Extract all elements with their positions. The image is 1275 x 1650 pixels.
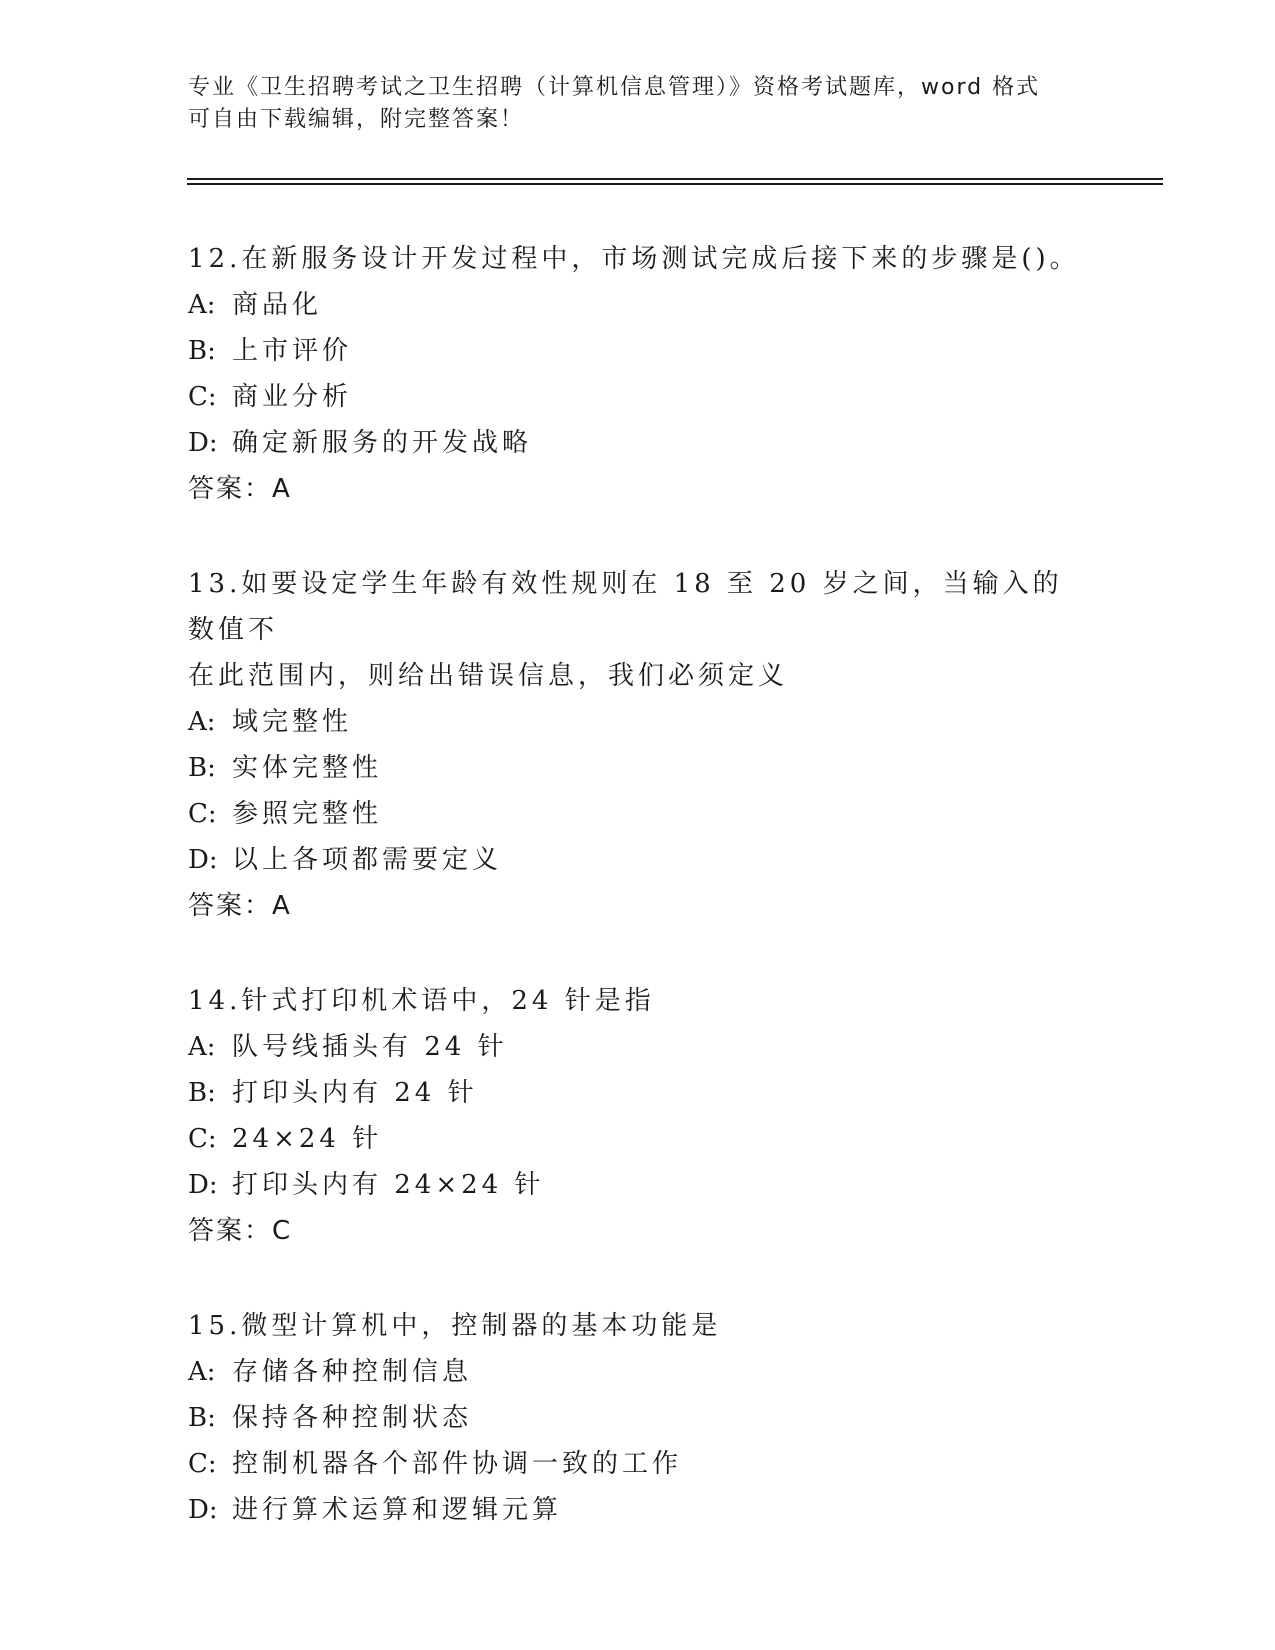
option-text: 24×24 针 xyxy=(232,1124,383,1154)
option-label: A: xyxy=(188,707,216,737)
option-text: 实体完整性 xyxy=(232,753,383,783)
option-d xyxy=(188,420,1088,466)
option-d xyxy=(188,1162,1088,1208)
question-13 xyxy=(188,561,1088,929)
option-label: B: xyxy=(188,1078,216,1108)
option-label: D: xyxy=(188,845,218,875)
option-text: 以上各项都需要定义 xyxy=(232,845,503,875)
header-line-2: 可自由下载编辑，附完整答案！ xyxy=(188,107,525,132)
option-b xyxy=(188,1395,1088,1441)
option-label: B: xyxy=(188,753,216,783)
option-d xyxy=(188,1487,1088,1533)
option-text: 参照完整性 xyxy=(232,799,383,829)
answer-line: 答案：A xyxy=(188,891,292,921)
option-c xyxy=(188,1441,1088,1487)
header-divider-top xyxy=(187,178,1163,180)
question-stem: 12.在新服务设计开发过程中，市场测试完成后接下来的步骤是()。 xyxy=(188,244,1080,274)
option-c xyxy=(188,1116,1088,1162)
question-14 xyxy=(188,978,1088,1254)
option-label: A: xyxy=(188,1032,216,1062)
option-a xyxy=(188,699,1088,745)
option-text: 队号线插头有 24 针 xyxy=(232,1032,508,1062)
option-label: C: xyxy=(188,799,217,829)
option-a xyxy=(188,1024,1088,1070)
option-d xyxy=(188,837,1088,883)
option-label: B: xyxy=(188,336,216,366)
option-b xyxy=(188,328,1088,374)
question-stem-continued: 在此范围内，则给出错误信息，我们必须定义 xyxy=(188,661,789,691)
question-15 xyxy=(188,1303,1088,1533)
option-label: C: xyxy=(188,382,217,412)
option-c xyxy=(188,374,1088,420)
question-stem: 14.针式打印机术语中，24 针是指 xyxy=(188,986,655,1016)
answer-line: 答案：C xyxy=(188,1216,293,1246)
option-a xyxy=(188,1349,1088,1395)
option-label: C: xyxy=(188,1124,217,1154)
option-label: D: xyxy=(188,1495,218,1525)
document-header xyxy=(188,72,1068,136)
option-c xyxy=(188,791,1088,837)
option-text: 商品化 xyxy=(232,290,323,320)
option-a xyxy=(188,282,1088,328)
option-b xyxy=(188,1070,1088,1116)
option-text: 存储各种控制信息 xyxy=(232,1357,473,1387)
option-text: 进行算术运算和逻辑元算 xyxy=(232,1495,563,1525)
question-stem: 15.微型计算机中，控制器的基本功能是 xyxy=(188,1311,722,1341)
header-line-1: 专业《卫生招聘考试之卫生招聘（计算机信息管理）》资格考试题库，word 格式 xyxy=(188,75,1041,100)
header-divider-bottom xyxy=(187,183,1163,185)
option-text: 打印头内有 24 针 xyxy=(232,1078,478,1108)
option-text: 打印头内有 24×24 针 xyxy=(232,1170,545,1200)
question-stem: 13.如要设定学生年龄有效性规则在 18 至 20 岁之间，当输入的数值不 xyxy=(188,569,1063,645)
option-b xyxy=(188,745,1088,791)
option-label: A: xyxy=(188,290,216,320)
option-text: 确定新服务的开发战略 xyxy=(232,428,533,458)
option-label: A: xyxy=(188,1357,216,1387)
answer-line: 答案：A xyxy=(188,474,292,504)
question-12 xyxy=(188,236,1088,512)
option-text: 控制机器各个部件协调一致的工作 xyxy=(232,1449,683,1479)
option-label: D: xyxy=(188,428,218,458)
option-text: 商业分析 xyxy=(232,382,353,412)
option-label: B: xyxy=(188,1403,216,1433)
option-label: D: xyxy=(188,1170,218,1200)
option-label: C: xyxy=(188,1449,217,1479)
option-text: 保持各种控制状态 xyxy=(232,1403,473,1433)
option-text: 上市评价 xyxy=(232,336,353,366)
question-list xyxy=(188,236,1088,1582)
option-text: 域完整性 xyxy=(232,707,353,737)
